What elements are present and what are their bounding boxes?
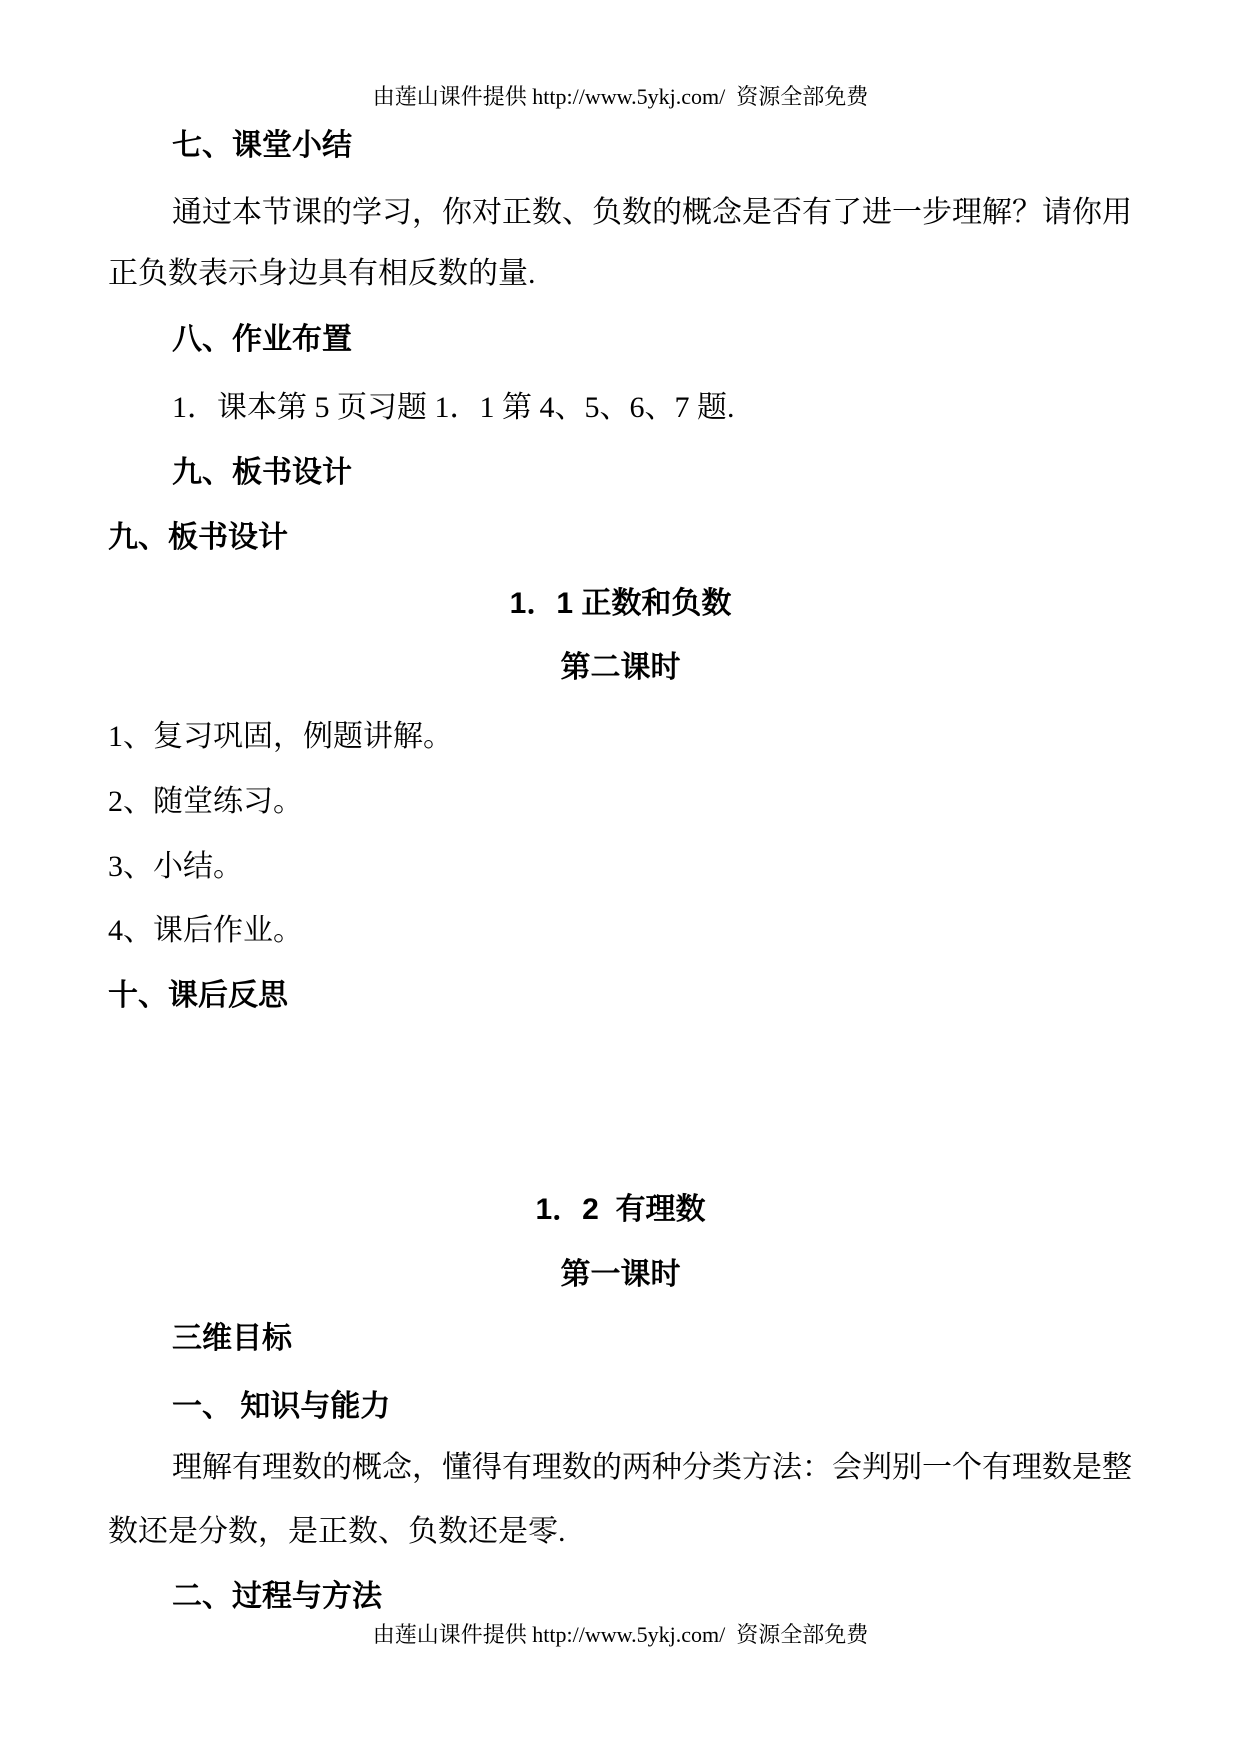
heading-8-homework: 八、作业布置 [172, 323, 352, 356]
board-step-1: 1、复习巩固，例题讲解。 [108, 720, 453, 753]
heading-10-reflection: 十、课后反思 [108, 979, 288, 1012]
heading-three-dim-objectives: 三维目标 [172, 1322, 292, 1355]
section-title-1-2: 1．2 有理数 [535, 1193, 706, 1226]
header-source-note: 由莲山课件提供 http://www.5ykj.com/ 资源全部免费 [372, 84, 869, 109]
section-subtitle-first-period: 第一课时 [560, 1258, 681, 1291]
homework-item: 1．课本第 5 页习题 1．1 第 4、5、6、7 题. [172, 391, 735, 424]
board-subtitle-second-period: 第二课时 [560, 651, 681, 684]
board-step-3: 3、小结。 [108, 850, 243, 883]
paragraph-summary-line-2: 正负数表示身边具有相反数的量. [108, 257, 536, 290]
heading-1-knowledge-ability: 一、 知识与能力 [172, 1390, 391, 1423]
heading-7-class-summary: 七、课堂小结 [172, 129, 352, 162]
paragraph-knowledge-line-2: 数还是分数，是正数、负数还是零. [108, 1515, 566, 1548]
paragraph-knowledge-line-1: 理解有理数的概念，懂得有理数的两种分类方法：会判别一个有理数是整 [172, 1451, 1132, 1484]
board-title-1-1: 1．1 正数和负数 [509, 587, 732, 620]
heading-2-process-method: 二、过程与方法 [172, 1580, 382, 1613]
board-step-4: 4、课后作业。 [108, 914, 303, 947]
heading-9-board-design: 九、板书设计 [108, 521, 288, 554]
heading-9-board-design-indented: 九、板书设计 [172, 456, 352, 489]
footer-source-note: 由莲山课件提供 http://www.5ykj.com/ 资源全部免费 [372, 1622, 869, 1647]
board-step-2: 2、随堂练习。 [108, 785, 303, 818]
paragraph-summary-line-1: 通过本节课的学习，你对正数、负数的概念是否有了进一步理解？请你用 [172, 196, 1132, 229]
